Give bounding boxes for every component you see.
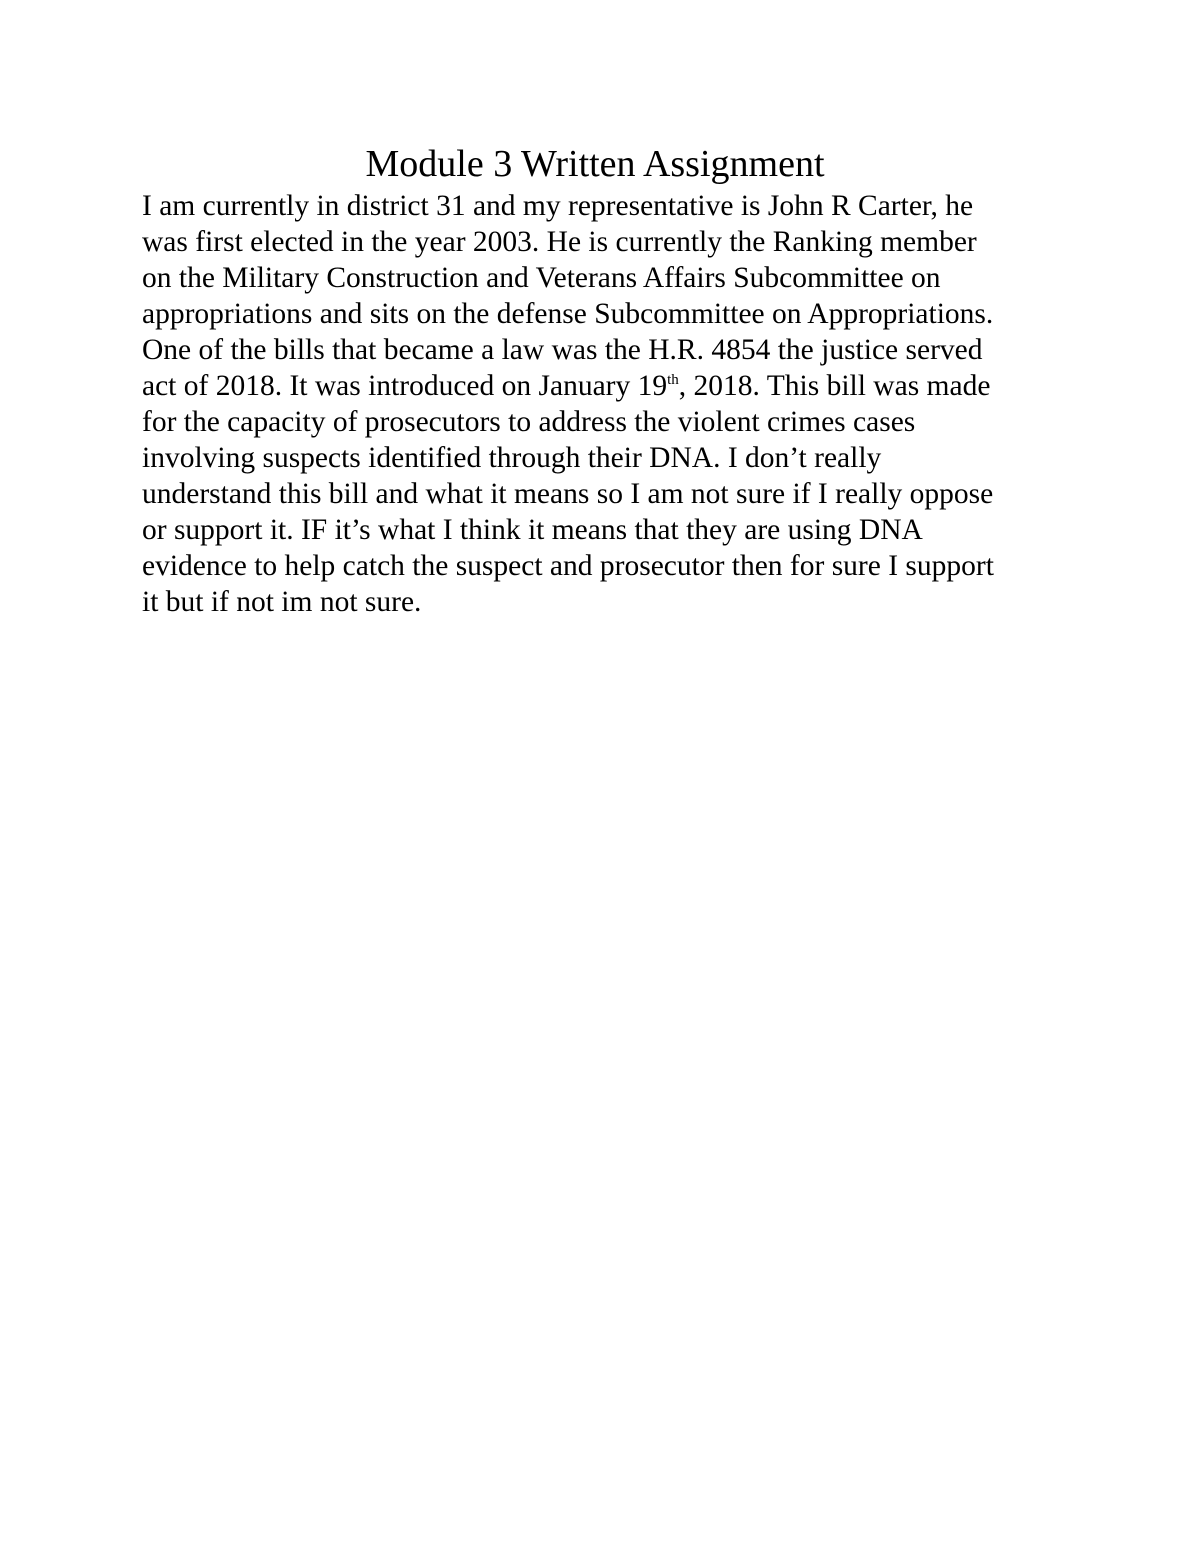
body-line: or support it. IF it’s what I think it means that they are using DNA <box>142 514 923 546</box>
body-line: for the capacity of prosecutors to address the violent crimes cases <box>142 406 916 438</box>
ordinal-suffix: th <box>667 372 679 388</box>
document-body <box>142 188 1072 620</box>
body-line: appropriations and sits on the defense Subcommittee on Appropriations. <box>142 298 994 330</box>
body-line: evidence to help catch the suspect and prosecutor then for sure I support <box>142 550 994 582</box>
body-line: I am currently in district 31 and my representative is John R Carter, he <box>142 190 974 222</box>
body-line: it but if not im not sure. <box>142 586 422 618</box>
body-line: involving suspects identified through their DNA. I don’t really <box>142 442 882 474</box>
body-line-text: , 2018. This bill was made <box>678 370 991 402</box>
body-line: understand this bill and what it means so I am not sure if I really oppose <box>142 478 994 510</box>
document-title: Module 3 Written Assignment <box>365 143 825 185</box>
body-line-text: act of 2018. It was introduced on January 19 <box>142 370 668 402</box>
body-line: on the Military Construction and Veterans Affairs Subcommittee on <box>142 262 941 294</box>
body-line: was first elected in the year 2003. He is currently the Ranking member <box>142 226 977 258</box>
body-line: One of the bills that became a law was the H.R. 4854 the justice served <box>142 334 983 366</box>
body-line <box>142 368 1072 404</box>
